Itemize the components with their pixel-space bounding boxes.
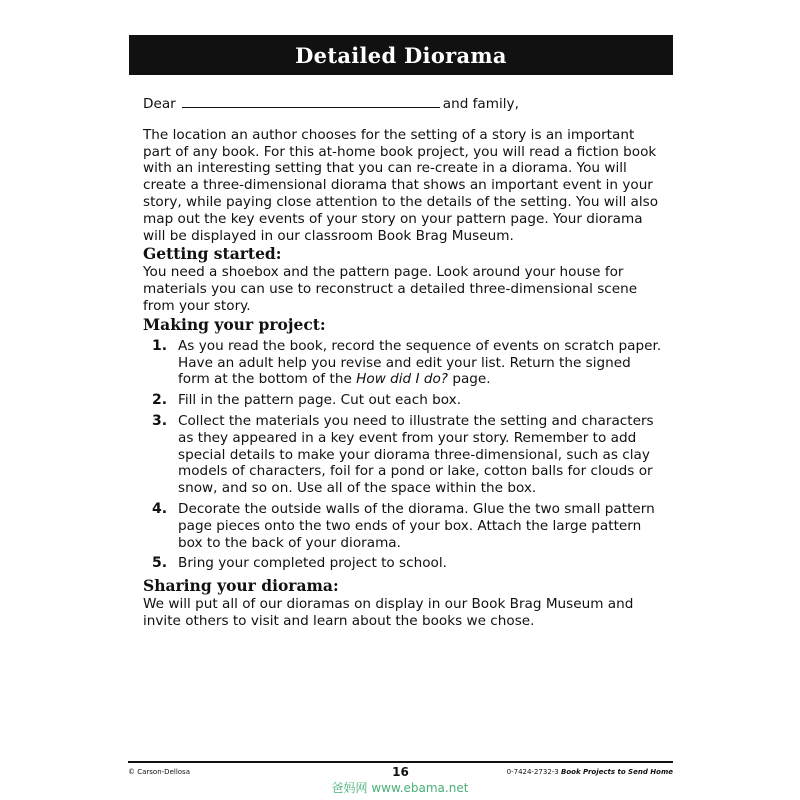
title-banner (129, 35, 673, 75)
step-text: Collect the materials you need to illustrate the setting and characters as they appeared in a key event from your story. Remember to add special details to make your diorama three-dimensional, such as clay models of characters, foil for a pond or lake, cotton balls for clouds or snow, and so on. Use all of the space within the box. (178, 412, 654, 497)
footer-divider (128, 761, 673, 763)
step-number: 1. (152, 337, 168, 354)
list-item (143, 392, 663, 409)
step-number: 5. (152, 555, 168, 572)
name-blank-line (182, 95, 440, 108)
watermark-text: 爸妈网 www.ebama.net (331, 781, 469, 795)
getting-started-heading: Getting started: (143, 244, 282, 264)
step-number: 2. (152, 392, 168, 409)
salutation-line (143, 95, 663, 113)
book-title: Book Projects to Send Home (561, 768, 673, 776)
step-text: As you read the book, record the sequence of events on scratch paper. Have an adult help you revise and edit your list. Return the signed form at the bottom of the How did I do? page. (178, 337, 662, 388)
and-family-label: and family, (442, 96, 519, 112)
publisher-credit: © Carson-Dellosa (128, 768, 190, 776)
page-number: 16 (392, 765, 409, 779)
step-text: Fill in the pattern page. Cut out each box. (178, 392, 462, 409)
getting-started-text: You need a shoebox and the pattern page. Look around your house for materials you can use to reconstruct a detailed three-dimensional scene from your story. (143, 264, 638, 314)
project-steps-list (143, 338, 663, 572)
book-info (507, 768, 673, 776)
letter-body (143, 95, 663, 630)
list-item (143, 413, 663, 497)
list-item (143, 501, 663, 551)
isbn: 0-7424-2732-3 (506, 768, 559, 776)
list-item (143, 555, 663, 572)
step-number: 3. (152, 412, 168, 429)
how-did-i-do-title: How did I do? (356, 371, 448, 388)
dear-label: Dear (143, 96, 176, 112)
sharing-diorama-heading: Sharing your diorama: (143, 576, 339, 596)
sharing-text: We will put all of our dioramas on display in our Book Brag Museum and invite others to visit and learn about the books we chose. (143, 596, 634, 629)
step-text: Decorate the outside walls of the diorama. Glue the two small pattern page pieces onto the two ends of your box. Attach the large pattern box to the back of your diorama. (178, 500, 655, 551)
intro-paragraph: The location an author chooses for the setting of a story is an important part of any book. For this at-home book project, you will read a fiction book with an interesting setting that you can re-create in a diorama. You will create a three-dimensional diorama that shows an important event in your story, while paying close attention to the details of the setting. You will also map out the key events of your story on your pattern page. Your diorama will be displayed in our classroom Book Brag Museum. (143, 126, 659, 244)
step-text: Bring your completed project to school. (178, 555, 447, 572)
making-project-heading: Making your project: (143, 314, 326, 334)
step-number: 4. (152, 500, 168, 517)
list-item (143, 338, 663, 388)
page-title: Detailed Diorama (295, 42, 507, 68)
